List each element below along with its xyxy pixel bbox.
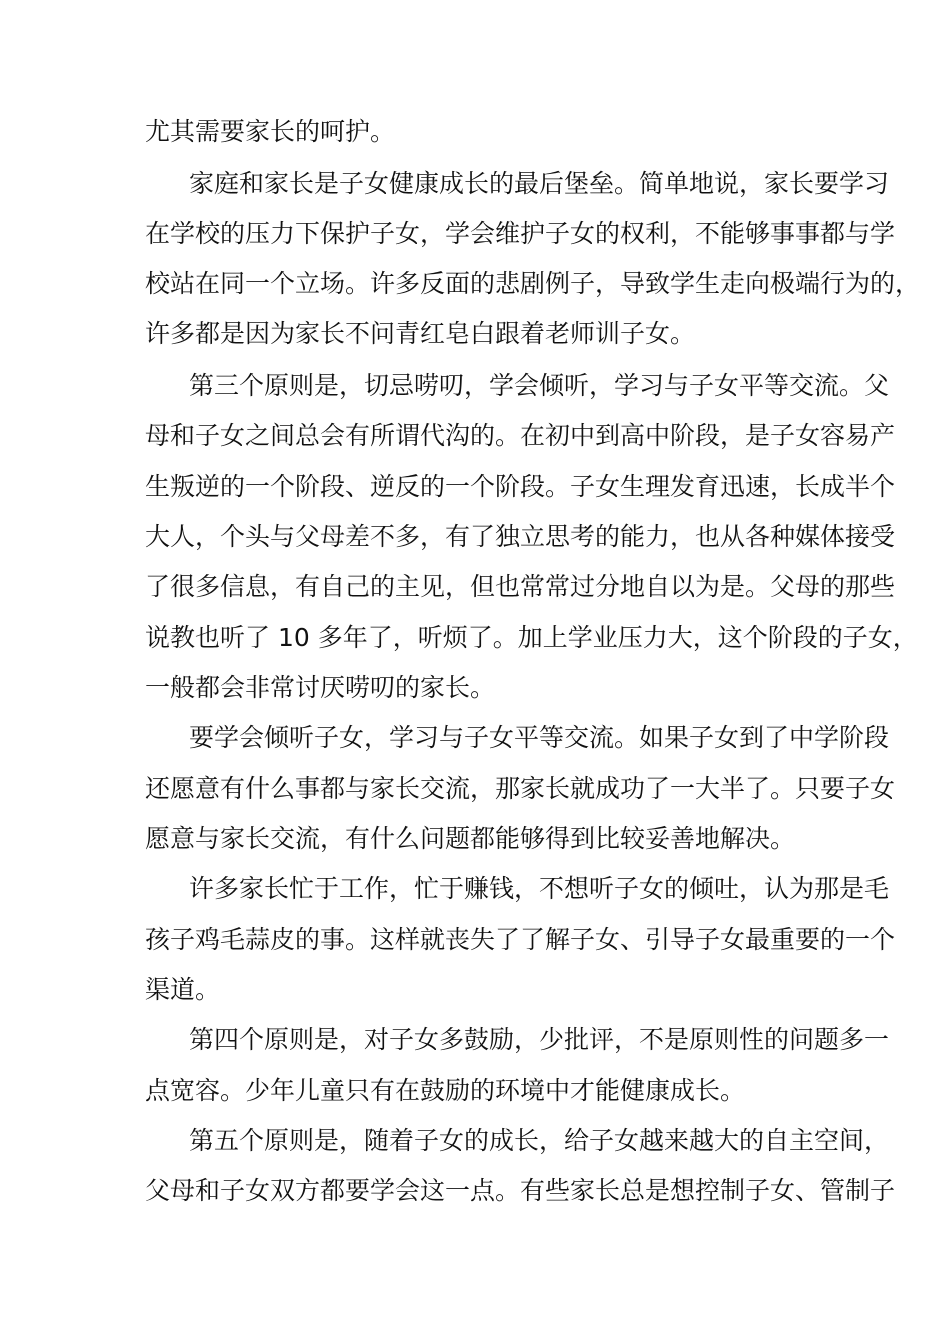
text-line: 第四个原则是，对子女多鼓励，少批评，不是原则性的问题多一 bbox=[189, 1025, 890, 1054]
text-line: 大人，个头与父母差不多，有了独立思考的能力，也从各种媒体接受 bbox=[145, 522, 896, 551]
text-line: 点宽容。少年儿童只有在鼓励的环境中才能健康成长。 bbox=[145, 1076, 746, 1105]
text-line: 生叛逆的一个阶段、逆反的一个阶段。子女生理发育迅速，长成半个 bbox=[145, 472, 896, 501]
text-line: 了很多信息，有自己的主见，但也常常过分地自以为是。父母的那些 bbox=[145, 572, 896, 601]
text-line: 一般都会非常讨厌唠叨的家长。 bbox=[145, 673, 496, 702]
text-line: 说教也听了 10 多年了，听烦了。加上学业压力大，这个阶段的子女， bbox=[145, 623, 918, 652]
text-line: 尤其需要家长的呵护。 bbox=[145, 117, 396, 146]
text-line: 还愿意有什么事都与家长交流，那家长就成功了一大半了。只要子女 bbox=[145, 774, 896, 803]
text-line: 孩子鸡毛蒜皮的事。这样就丧失了了解子女、引导子女最重要的一个 bbox=[145, 925, 896, 954]
text-line: 第三个原则是，切忌唠叨，学会倾听，学习与子女平等交流。父 bbox=[189, 371, 890, 400]
text-line: 第五个原则是，随着子女的成长，给子女越来越大的自主空间， bbox=[189, 1126, 890, 1155]
text-line: 在学校的压力下保护子女，学会维护子女的权利，不能够事事都与学 bbox=[145, 219, 896, 248]
text-line: 许多都是因为家长不问青红皂白跟着老师训子女。 bbox=[145, 319, 696, 348]
text-line: 父母和子女双方都要学会这一点。有些家长总是想控制子女、管制子 bbox=[145, 1176, 896, 1205]
text-line: 渠道。 bbox=[145, 975, 221, 1004]
text-line: 愿意与家长交流，有什么问题都能够得到比较妥善地解决。 bbox=[145, 824, 796, 853]
text-line: 家庭和家长是子女健康成长的最后堡垒。简单地说，家长要学习 bbox=[189, 169, 890, 198]
text-line: 校站在同一个立场。许多反面的悲剧例子，导致学生走向极端行为的， bbox=[145, 269, 921, 298]
text-line: 要学会倾听子女，学习与子女平等交流。如果子女到了中学阶段 bbox=[189, 723, 890, 752]
text-line: 许多家长忙于工作，忙于赚钱，不想听子女的倾吐，认为那是毛 bbox=[189, 874, 890, 903]
text-line: 母和子女之间总会有所谓代沟的。在初中到高中阶段，是子女容易产 bbox=[145, 421, 896, 450]
